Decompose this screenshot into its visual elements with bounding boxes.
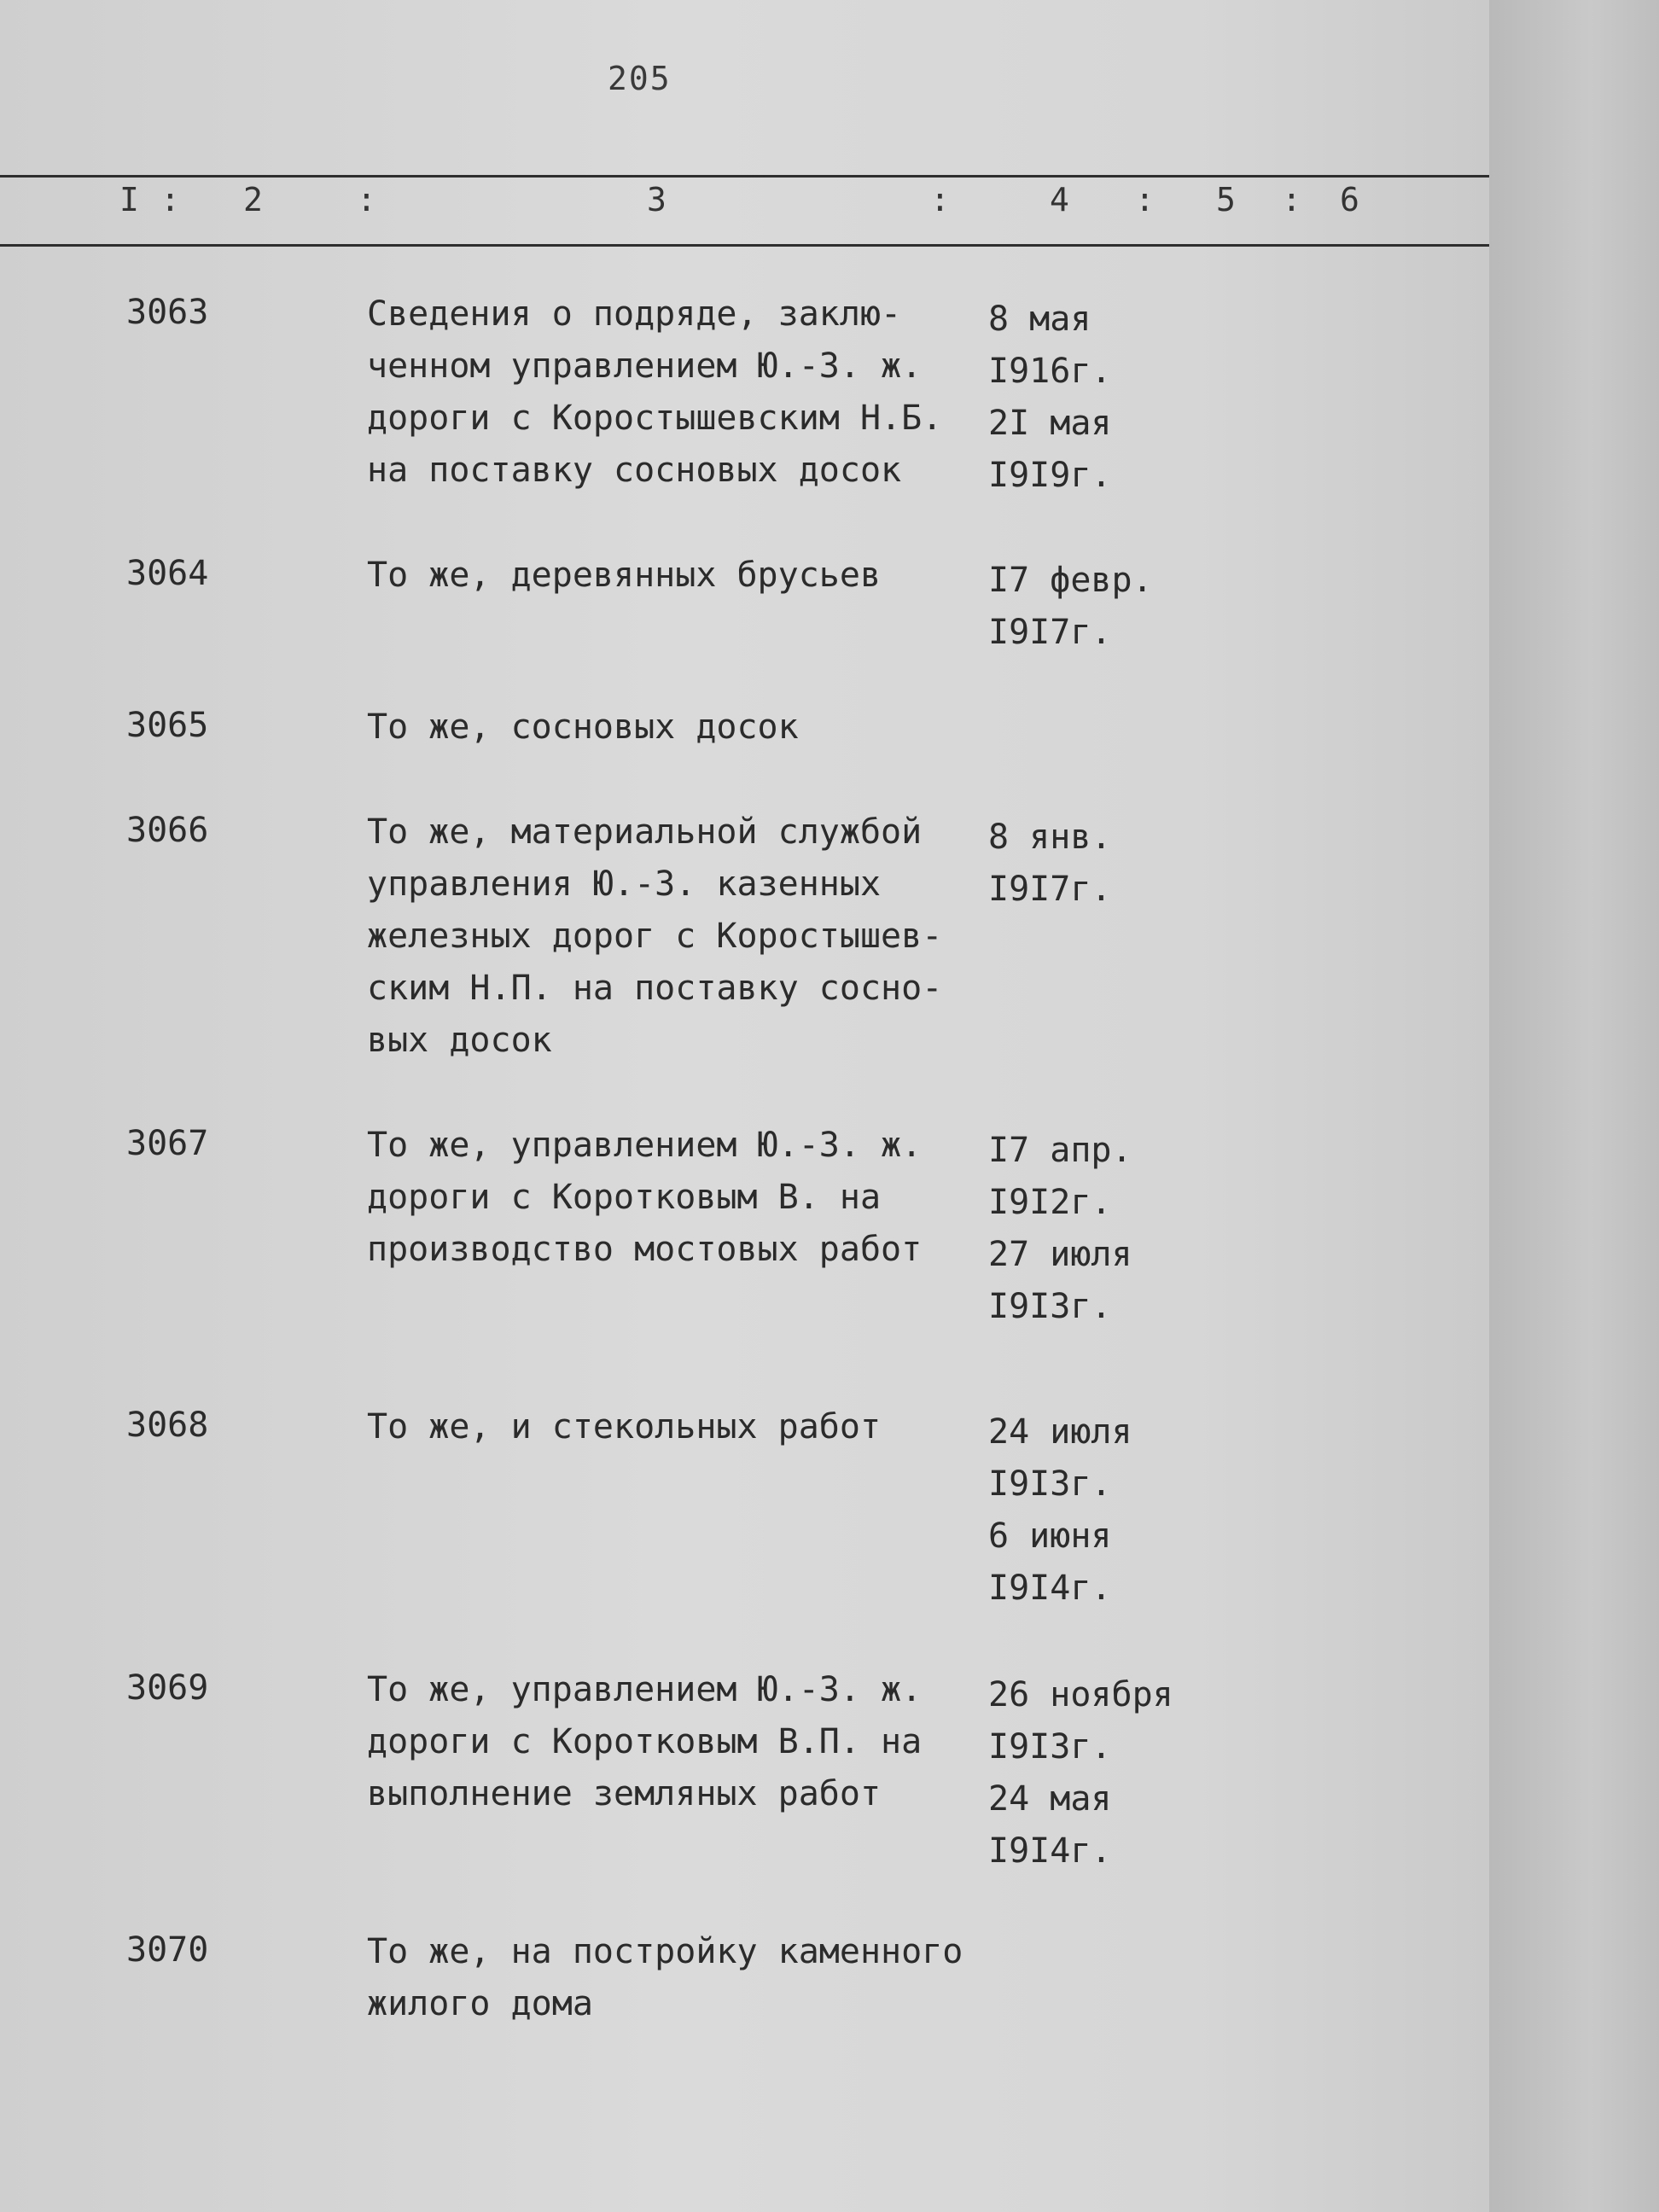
entry-number: 3064: [126, 554, 209, 593]
date-line: 26 ноября: [988, 1675, 1173, 1714]
entry-description: [367, 1120, 922, 1276]
description-line: То же, управлением Ю.-З. ж.: [367, 1670, 923, 1709]
entry-dates: [988, 1669, 1173, 1877]
description-line: управления Ю.-З. казенных: [367, 864, 882, 904]
column-separator: :: [1135, 181, 1155, 218]
date-line: I9I3г.: [988, 1464, 1112, 1504]
entry-number: 3068: [126, 1406, 209, 1445]
date-line: I9I7г.: [988, 870, 1112, 909]
description-line: ским Н.П. на поставку сосно-: [367, 969, 943, 1008]
underlying-page: [1489, 0, 1659, 2212]
column-header-4: 4: [1050, 181, 1069, 218]
column-header-3: 3: [647, 181, 667, 218]
entry-number: 3070: [126, 1930, 209, 1970]
description-line: То же, сосновых досок: [367, 707, 799, 747]
entry-description: [367, 1401, 881, 1453]
column-header-6: 6: [1340, 181, 1359, 218]
column-separator: :: [1282, 181, 1301, 218]
description-line: дороги с Коротковым В. на: [367, 1178, 882, 1217]
entry-description: [367, 1926, 963, 2030]
entry-dates: [988, 812, 1112, 916]
entry-number: 3069: [126, 1668, 209, 1708]
entry-description: [367, 550, 881, 602]
header-top-rule: [0, 175, 1489, 178]
date-line: 8 мая: [988, 300, 1091, 339]
column-separator: :: [160, 181, 180, 218]
entry-dates: [988, 555, 1153, 659]
column-separator: :: [930, 181, 950, 218]
entry-description: [367, 1664, 922, 1820]
date-line: 24 мая: [988, 1779, 1112, 1819]
column-header-2: 2: [243, 181, 263, 218]
date-line: I7 апр.: [988, 1131, 1132, 1170]
description-line: Сведения о подряде, заклю-: [367, 294, 902, 334]
description-line: вых досок: [367, 1021, 552, 1060]
entry-description: [367, 288, 942, 497]
description-line: То же, на постройку каменного: [367, 1932, 963, 1971]
date-line: 6 июня: [988, 1516, 1112, 1556]
description-line: То же, и стекольных работ: [367, 1407, 882, 1447]
description-line: производство мостовых работ: [367, 1230, 923, 1269]
entry-number: 3066: [126, 811, 209, 850]
date-line: I9I3г.: [988, 1287, 1112, 1326]
entry-number: 3063: [126, 293, 209, 332]
date-line: I9I3г.: [988, 1727, 1112, 1767]
entry-dates: [988, 1125, 1132, 1333]
date-line: I916г.: [988, 352, 1112, 391]
column-header-5: 5: [1216, 181, 1236, 218]
description-line: на поставку сосновых досок: [367, 451, 902, 490]
header-bottom-rule: [0, 244, 1489, 247]
date-line: I9I4г.: [988, 1569, 1112, 1608]
description-line: То же, материальной службой: [367, 812, 923, 852]
entry-dates: [988, 294, 1112, 502]
column-header-1: I: [119, 181, 139, 218]
page-number: 205: [608, 60, 672, 97]
date-line: 2I мая: [988, 404, 1112, 443]
description-line: жилого дома: [367, 1984, 593, 2023]
description-line: выполнение земляных работ: [367, 1774, 882, 1813]
description-line: дороги с Коротковым В.П. на: [367, 1722, 923, 1761]
entry-number: 3067: [126, 1124, 209, 1163]
date-line: 27 июля: [988, 1235, 1132, 1274]
entry-number: 3065: [126, 706, 209, 745]
description-line: То же, управлением Ю.-З. ж.: [367, 1126, 923, 1165]
date-line: I7 февр.: [988, 561, 1153, 600]
entry-description: [367, 701, 799, 754]
date-line: I9I7г.: [988, 613, 1112, 652]
description-line: дороги с Коростышевским Н.Б.: [367, 399, 943, 438]
date-line: I9I2г.: [988, 1183, 1112, 1222]
date-line: I9I9г.: [988, 456, 1112, 495]
entry-description: [367, 806, 942, 1067]
entry-dates: [988, 1406, 1132, 1615]
date-line: 24 июля: [988, 1412, 1132, 1452]
column-separator: :: [357, 181, 376, 218]
date-line: I9I4г.: [988, 1831, 1112, 1871]
description-line: ченном управлением Ю.-З. ж.: [367, 346, 923, 386]
description-line: То же, деревянных брусьев: [367, 556, 882, 595]
description-line: железных дорог с Коростышев-: [367, 917, 943, 956]
date-line: 8 янв.: [988, 818, 1112, 857]
